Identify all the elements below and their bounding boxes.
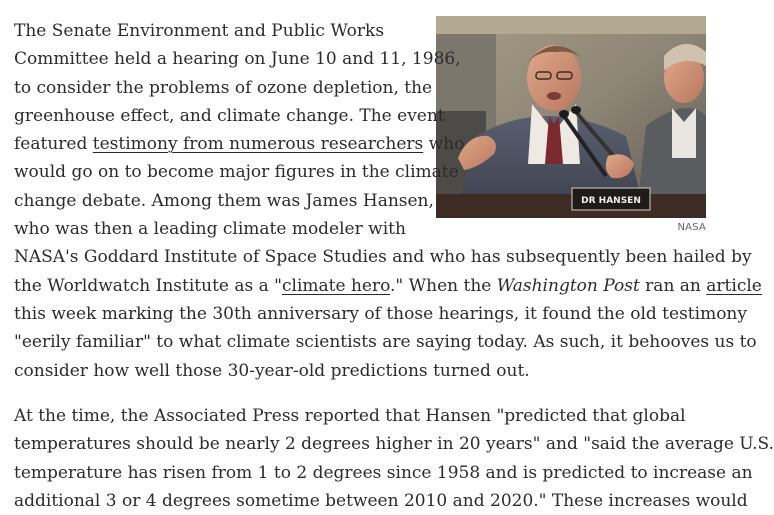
- text-fragment: featured: [14, 134, 93, 155]
- text-line: temperature has risen from 1 to 2 degrees since 1958 and is predicted to increase an: [14, 462, 753, 483]
- text-line: [14, 272, 762, 300]
- nameplate-text: DR HANSEN: [581, 196, 641, 206]
- text-fragment: who: [423, 134, 465, 155]
- text-fragment: the Worldwatch Institute as a ": [14, 275, 282, 296]
- text-line: "eerily familiar" to what climate scientists are saying today. As such, it behooves us to: [14, 332, 757, 353]
- testimony-link[interactable]: testimony from numerous researchers: [92, 134, 424, 155]
- text-line: would go on to become major figures in the climate: [14, 162, 459, 183]
- photo-caption: NASA: [677, 222, 706, 233]
- publication-name: Washington Post: [496, 275, 640, 296]
- text-line: The Senate Environment and Public Works: [14, 21, 385, 41]
- text-line: Committee held a hearing on June 10 and 11, 1986,: [14, 49, 461, 70]
- paragraph-1: [14, 17, 762, 385]
- text-line: temperatures should be nearly 2 degrees higher in 20 years" and "said the average U.S.: [14, 434, 774, 455]
- text-line: to consider the problems of ozone depletion, the: [14, 77, 433, 98]
- text-line: consider how well those 30-year-old predictions turned out.: [14, 360, 530, 381]
- text-line: change debate. Among them was James Hansen,: [14, 190, 434, 211]
- text-line: At the time, the Associated Press reported that Hansen "predicted that global: [14, 406, 686, 426]
- text-line: this week marking the 30th anniversary of those hearings, it found the old testimony: [14, 303, 747, 324]
- text-fragment: ran an: [639, 275, 707, 296]
- article-link[interactable]: article: [706, 275, 762, 296]
- paragraph-2: [14, 402, 774, 515]
- climate-hero-link[interactable]: climate hero: [282, 275, 391, 296]
- text-line: NASA's Goddard Institute of Space Studies and who has subsequently been hailed by: [14, 247, 752, 268]
- text-line: who was then a leading climate modeler with: [14, 219, 406, 240]
- text-line: greenhouse effect, and climate change. The event: [14, 105, 445, 126]
- text-line: [14, 130, 704, 158]
- text-fragment: ." When the: [390, 275, 497, 296]
- text-line: additional 3 or 4 degrees sometime between 2010 and 2020." These increases would: [14, 490, 748, 511]
